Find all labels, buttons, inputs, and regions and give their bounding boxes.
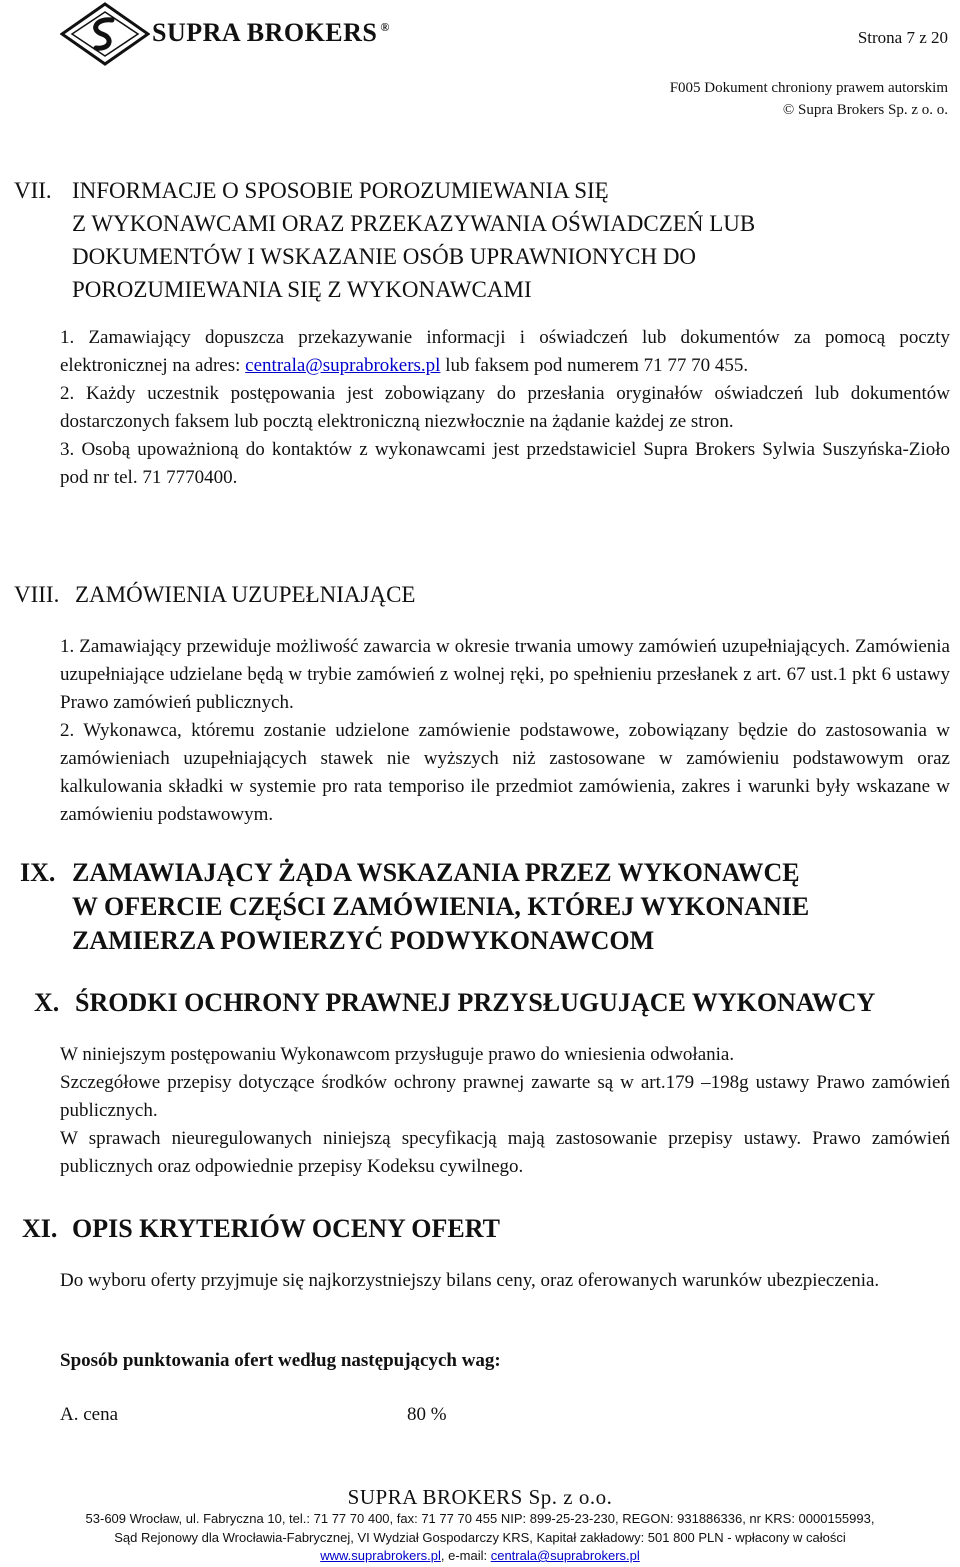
document-note: F005 Dokument chroniony prawem autorskim (669, 80, 948, 96)
section-9-number: IX. (20, 858, 56, 887)
section-10-line-1: W niniejszym postępowaniu Wykonawcom przysługuje prawo do wniesienia odwołania. (60, 1044, 735, 1065)
website-link[interactable]: www.suprabrokers.pl (320, 1548, 441, 1563)
section-8-number: VIII. (14, 582, 60, 607)
email-link[interactable]: centrala@suprabrokers.pl (245, 355, 441, 376)
section-9-title: ZAMAWIAJĄCY ŻĄDA WSKAZANIA PRZEZ WYKONAWCĘ W OFERCIE CZĘŚCI ZAMÓWIENIA, KTÓREJ WYKONANIE ZAMIERZA POWIERZYĆ PODWYKONAWCOM (72, 858, 810, 955)
page-number: Strona 7 z 20 (857, 28, 948, 47)
company-logo (60, 2, 480, 66)
section-8-body (60, 633, 950, 829)
section-7-title: INFORMACJE O SPOSOBIE POROZUMIEWANIA SIĘ Z WYKONAWCAMI ORAZ PRZEKAZYWANIA OŚWIADCZEŃ LUB DOKUMENTÓW I WSKAZANIE OSÓB UPRAWNIONYCH DO POROZUMIEWANIA SIĘ Z WYKONAWCAMI (72, 178, 756, 302)
section-10-title: ŚRODKI OCHRONY PRAWNEJ PRZYSŁUGUJĄCE WYKONAWCY (75, 988, 876, 1017)
section-8-point-2: 2. Wykonawca, któremu zostanie udzielone zamówienie podstawowe, zobowiązany będzie do zastosowania w zamówieniach uzupełniających stawek nie wyższych niż zastosowane w zamówieniu podstawowym oraz kalkulowania składki w systemie pro rata temporiso ile przedmiot zamówienia, zakres i warunki były wskazane w zamówieniu podstawowym. (60, 720, 950, 825)
diamond-logo-icon (60, 2, 150, 66)
footer-registry: Sąd Rejonowy dla Wrocławia-Fabrycznej, VI Wydział Gospodarczy KRS, Kapitał zakładowy: 501 800 PLN - wpłacony w całości (114, 1530, 846, 1545)
criterion-name: A. cena (60, 1404, 119, 1425)
footer-contacts: www.suprabrokers.pl, e-mail: centrala@suprabrokers.pl (320, 1548, 640, 1563)
section-8-title: ZAMÓWIENIA UZUPEŁNIAJĄCE (75, 582, 416, 607)
section-8-point-1: 1. Zamawiający przewiduje możliwość zawarcia w okresie trwania umowy zamówień uzupełniających. Zamówienia uzupełniające udzielane będą w trybie zamówień z wolnej ręki, po spełnieniu przesłanek z art. 67 ust.1 pkt 6 ustawy Prawo zamówień publicznych. (60, 636, 950, 713)
section-7-point-1: 1. Zamawiający dopuszcza przekazywanie informacji i oświadczeń lub dokumentów za pomocą poczty elektronicznej na adres: centrala@suprabrokers.pl lub faksem pod numerem 71 77 70 455. (60, 327, 950, 376)
section-11-body: Do wyboru oferty przyjmuje się najkorzystniejszy bilans ceny, oraz oferowanych warunków ubezpieczenia. (60, 1270, 880, 1291)
section-7-number: VII. (14, 178, 52, 203)
section-10-line-3: W sprawach nieuregulowanych niniejszą specyfikacją mają zastosowanie przepisy ustawy. Prawo zamówień publicznych oraz odpowiednie przepisy Kodeksu cywilnego. (60, 1128, 950, 1177)
section-10-body (60, 1041, 950, 1181)
copyright-note: © Supra Brokers Sp. z o. o. (782, 102, 948, 118)
section-11-number: XI. (22, 1214, 58, 1243)
section-7-body (60, 324, 950, 492)
section-11-title: OPIS KRYTERIÓW OCENY OFERT (72, 1214, 500, 1243)
section-7-point-3: 3. Osobą upoważnioną do kontaktów z wykonawcami jest przedstawiciel Supra Brokers Sylwia Suszyńska-Zioło pod nr tel. 71 7770400. (60, 439, 950, 488)
footer-email-link[interactable]: centrala@suprabrokers.pl (490, 1548, 640, 1563)
scoring-label: Sposób punktowania ofert według następujących wag: (60, 1350, 501, 1371)
section-10-number: X. (34, 988, 60, 1017)
section-7-point-2: 2. Każdy uczestnik postępowania jest zobowiązany do przesłania oryginałów oświadczeń lub dokumentów dostarczonych faksem lub pocztą elektroniczną niezwłocznie na żądanie każdej ze stron. (60, 383, 950, 432)
footer-address: 53-609 Wrocław, ul. Fabryczna 10, tel.: 71 77 70 400, fax: 71 77 70 455 NIP: 899-25-23-230, REGON: 931886336, nr KRS: 0000155993, (85, 1511, 875, 1526)
criterion-value: 80 % (407, 1404, 447, 1425)
logo-wordmark: SUPRA BROKERS ® (152, 18, 390, 47)
section-10-line-2: Szczegółowe przepisy dotyczące środków ochrony prawnej zawarte są w art.179 –198g ustawy Prawo zamówień publicznych. (60, 1072, 950, 1121)
footer-company: SUPRA BROKERS Sp. z o.o. (347, 1485, 613, 1509)
